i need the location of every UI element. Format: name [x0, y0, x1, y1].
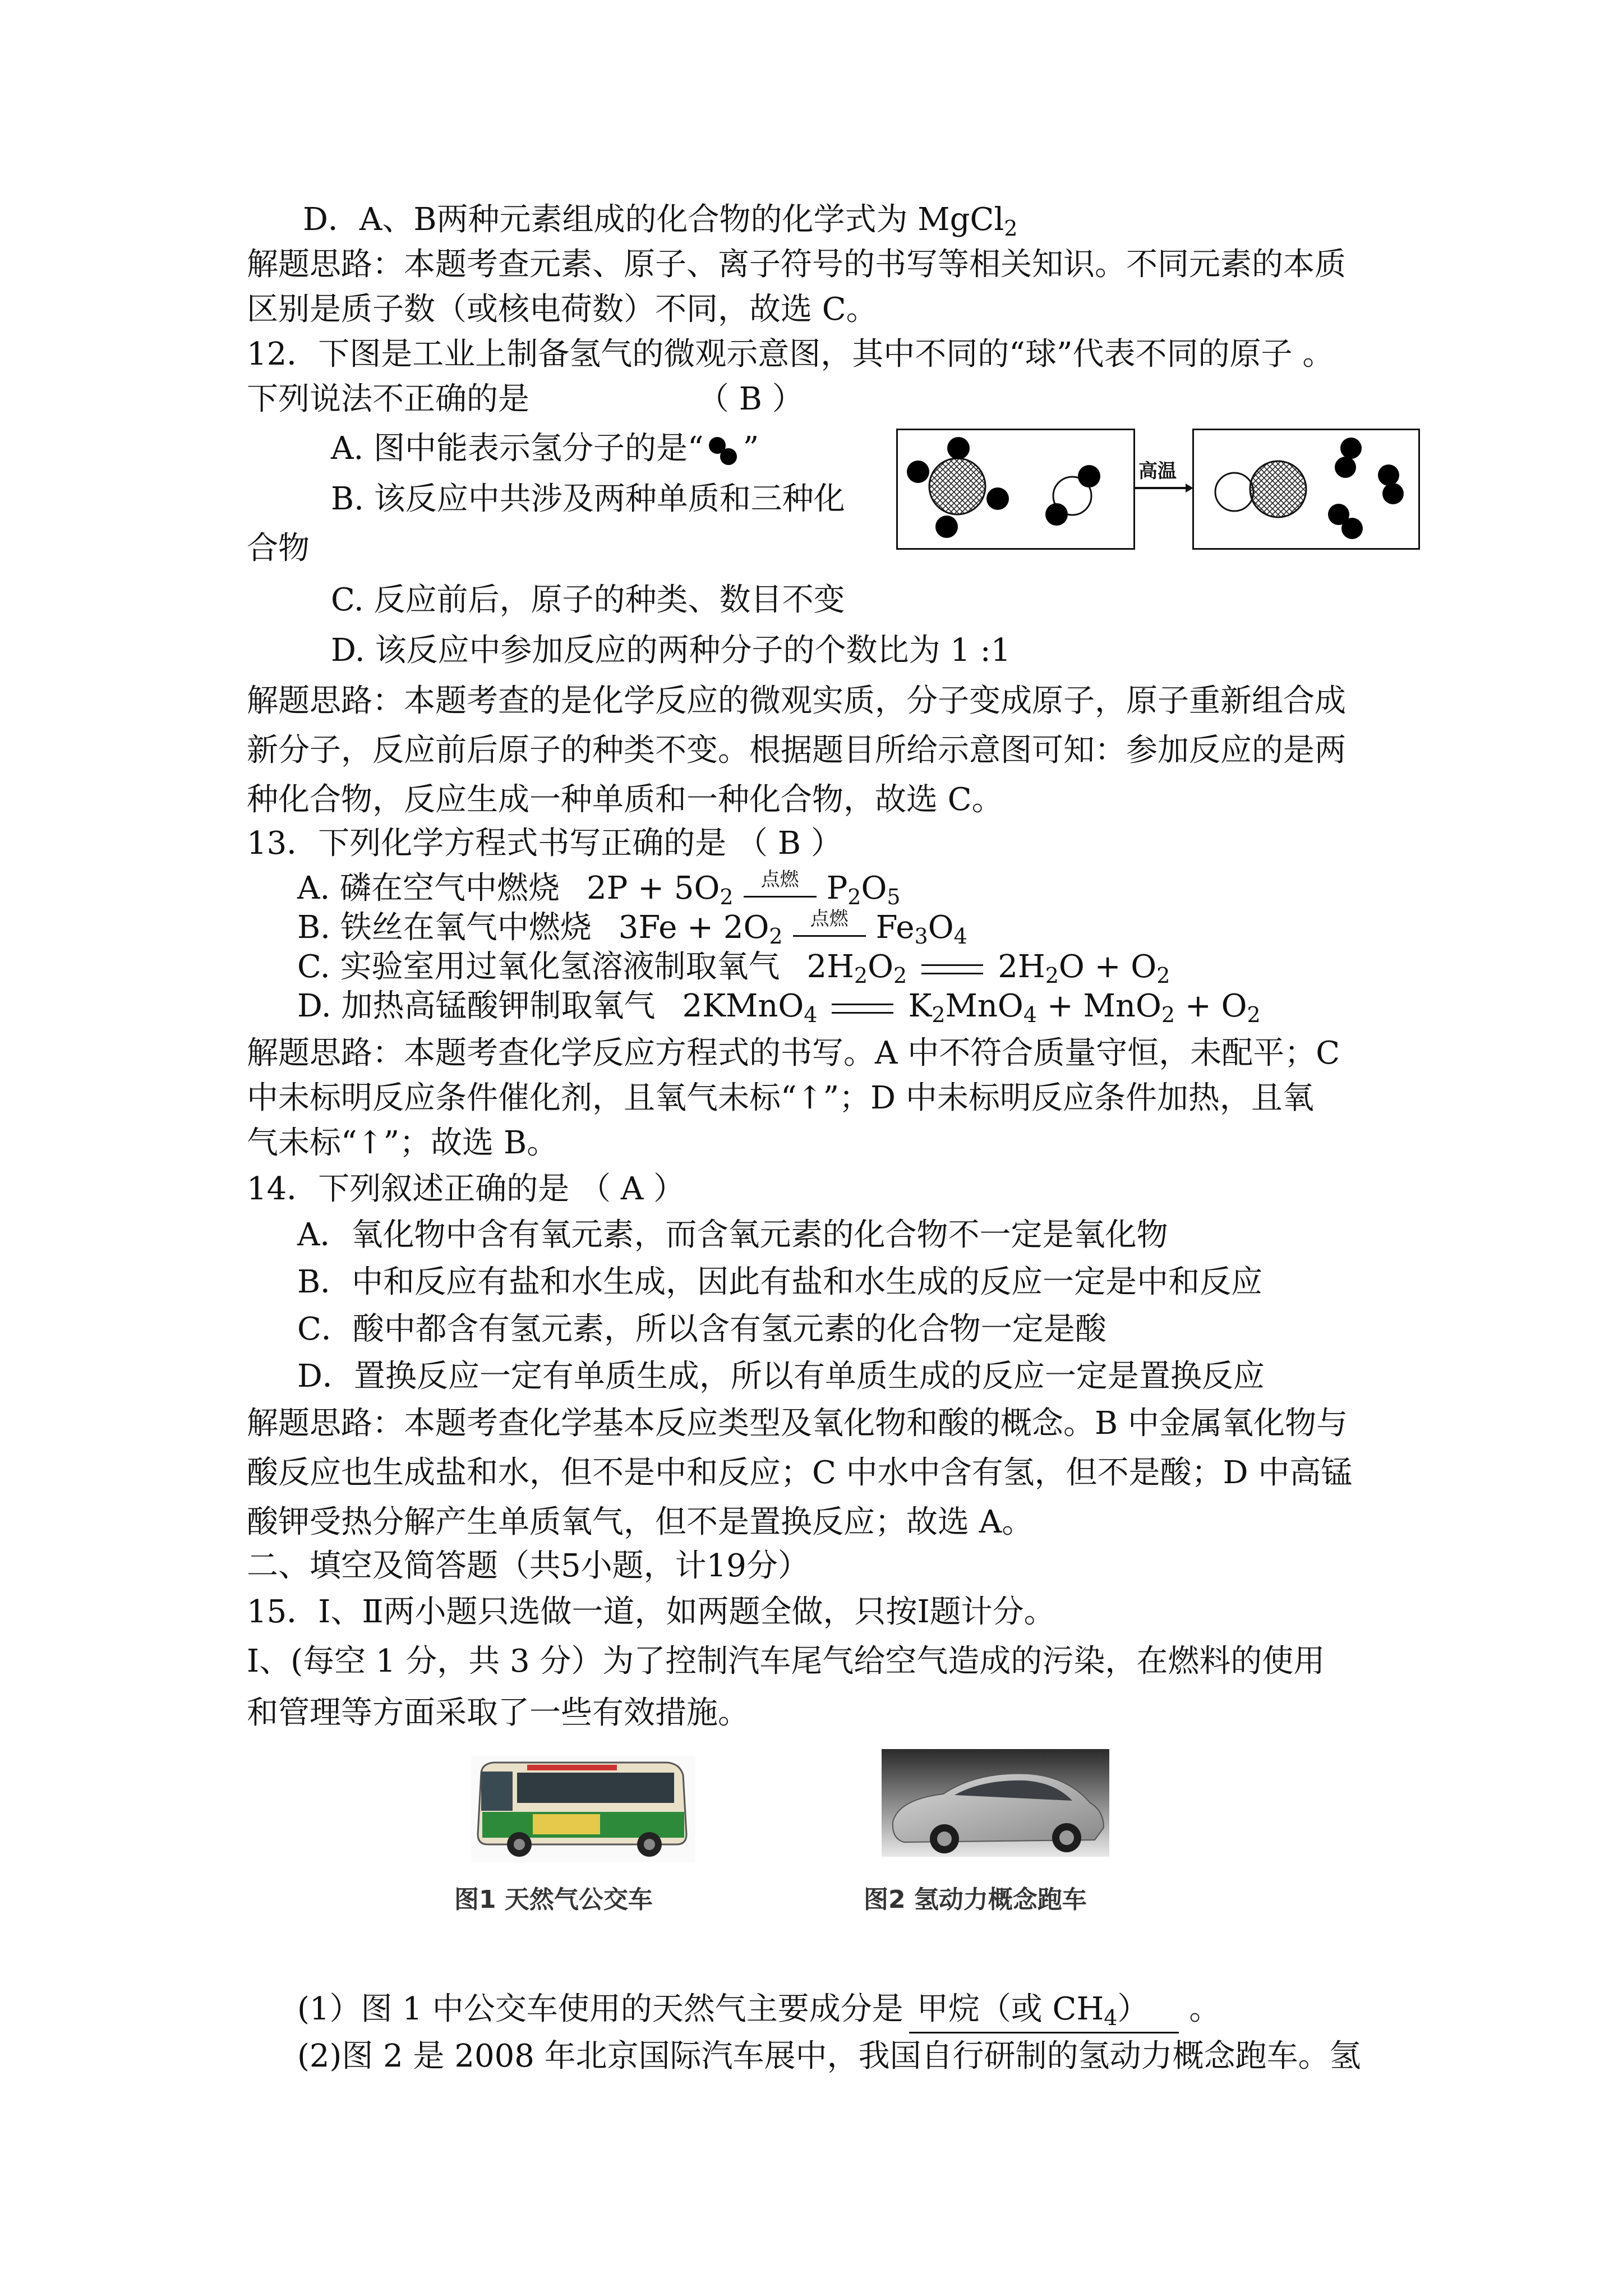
- subscript: 2: [1004, 216, 1018, 241]
- q15-stem: 15．Ⅰ、Ⅱ两小题只选做一道，如两题全做，只按Ⅰ题计分。: [247, 1594, 1055, 1630]
- q14-stem: 14．下列叙述正确的是 （ A ）: [247, 1171, 685, 1207]
- q13-analysis-line: 解题思路：本题考查化学反应方程式的书写。A 中不符合质量守恒，未配平；C: [247, 1035, 1340, 1071]
- condition-label: 点燃: [810, 907, 849, 930]
- bus-illustration: [471, 1756, 695, 1862]
- q13-option-c: C. 实验室用过氧化氢溶液制取氧气 $2H_2O_2$ $2H_2O + O_2$: [297, 949, 1170, 988]
- q14-analysis-line: 解题思路：本题考查化学基本反应类型及氧化物和酸的概念。B 中金属氧化物与: [247, 1405, 1348, 1442]
- q14-analysis-line: 酸钾受热分解产生单质氧气，但不是置换反应；故选 A。: [247, 1504, 1034, 1540]
- condition-arrow: [744, 868, 817, 905]
- car-illustration: [882, 1749, 1109, 1857]
- q15-sub1-answer: [909, 1987, 1179, 2033]
- q11-option-d-text: D．A、B两种元素组成的化合物的化学式为 MgCl: [303, 201, 1004, 238]
- car-image: [882, 1749, 1109, 1857]
- q12-option-a-quote: ”: [743, 430, 759, 467]
- q14-analysis-line: 酸反应也生成盐和水，但不是中和反应；C 中水中含有氢，但不是酸；D 中高锰: [247, 1455, 1353, 1491]
- q13-option-b: B. 铁丝在氧气中燃烧 $3Fe + 2O_2$ 点燃 $Fe_3O_4$: [297, 907, 967, 949]
- q12-option-c: C. 反应前后，原子的种类、数目不变: [331, 582, 845, 618]
- q11-analysis-line: 区别是质子数（或核电荷数）不同，故选 C。: [247, 291, 878, 328]
- q12-option-b: B. 该反应中共涉及两种单质和三种化: [331, 481, 845, 517]
- q15-sub1-period: 。: [1189, 1991, 1221, 2027]
- q11-analysis-line: 解题思路：本题考查元素、原子、离子符号的书写等相关知识。不同元素的本质: [247, 246, 1346, 283]
- equals-sign: [921, 964, 983, 974]
- q12-analysis-line: 新分子，反应前后原子的种类不变。根据题目所给示意图可知：参加反应的是两: [247, 732, 1346, 769]
- q15-sub1: [297, 1987, 1220, 2033]
- q12-analysis-line: 解题思路：本题考查的是化学反应的微观实质，分子变成原子，原子重新组合成: [247, 683, 1346, 719]
- q13-option-a: A. 磷在空气中燃烧 $2P + 5O_2$ 点燃 $P_2O_5$: [297, 868, 901, 909]
- equals-sign: [832, 1004, 893, 1014]
- q12-stem-text: 下列说法不正确的是: [247, 381, 529, 417]
- condition-arrow: [793, 907, 866, 944]
- q12-option-b-cont: 合物: [247, 530, 310, 567]
- hydrogen-molecule-icon: [704, 434, 743, 468]
- answer-text: 甲烷（或 CH: [916, 1991, 1104, 2027]
- answer-close: ）: [1117, 1991, 1149, 2027]
- q13-stem: 13．下列化学方程式书写正确的是 （ B ）: [247, 825, 842, 862]
- reactant-molecules-diagram: [898, 430, 1133, 548]
- q14-option-a: A．氧化物中含有氧元素，而含氧元素的化合物不一定是氧化物: [297, 1217, 1168, 1253]
- section-heading: 二、填空及简答题（共5小题，计19分）: [247, 1548, 809, 1584]
- q13-analysis-line: 中未标明反应条件催化剂，且氧气未标“↑”；D 中未标明反应条件加热，且氧: [247, 1080, 1314, 1116]
- q12-answer: （ B ）: [698, 381, 804, 417]
- q13-option-c-label: C. 实验室用过氧化氢溶液制取氧气: [297, 949, 780, 985]
- reaction-condition: 高温: [1138, 460, 1177, 482]
- figure-1-caption: 图1 天然气公交车: [454, 1885, 653, 1914]
- q13-option-d-label: D. 加热高锰酸钾制取氧气: [297, 988, 656, 1024]
- q12-option-a-text: A. 图中能表示氢分子的是“: [331, 430, 704, 467]
- q15-sub1-text: (1）图 1 中公交车使用的天然气主要成分是: [297, 1991, 903, 2027]
- q14-option-d: D．置换反应一定有单质生成，所以有单质生成的反应一定是置换反应: [297, 1358, 1265, 1395]
- product-molecules-diagram: [1194, 430, 1418, 548]
- q13-analysis-line: 气未标“↑”；故选 B。: [247, 1125, 559, 1161]
- figure-2-caption: 图2 氢动力概念跑车: [864, 1885, 1087, 1914]
- q11-option-d: [303, 197, 1017, 242]
- reactants-box: [896, 429, 1135, 550]
- q15-sub2: (2)图 2 是 2008 年北京国际汽车展中，我国自行研制的氢动力概念跑车。氢: [297, 2038, 1361, 2074]
- q12-option-d: D. 该反应中参加反应的两种分子的个数比为 1 :1: [331, 632, 1011, 669]
- q13-option-a-label: A. 磷在空气中燃烧: [297, 870, 560, 907]
- subscript: 4: [1104, 2005, 1118, 2030]
- q12-stem-line2: [247, 377, 804, 422]
- q15-part1-line: 和管理等方面采取了一些有效措施。: [247, 1695, 749, 1731]
- q14-option-c: C．酸中都含有氢元素，所以含有氢元素的化合物一定是酸: [297, 1311, 1106, 1347]
- q15-part1-line: Ⅰ、(每空 1 分，共 3 分）为了控制汽车尾气给空气造成的污染，在燃料的使用: [247, 1643, 1325, 1680]
- q12-stem: 12．下图是工业上制备氢气的微观示意图，其中不同的“球”代表不同的原子 。: [247, 336, 1334, 372]
- q14-option-b: B．中和反应有盐和水生成，因此有盐和水生成的反应一定是中和反应: [297, 1264, 1263, 1300]
- bus-image: [471, 1756, 695, 1862]
- q12-analysis-line: 种化合物，反应生成一种单质和一种化合物，故选 C。: [247, 781, 1003, 818]
- condition-label: 点燃: [760, 868, 799, 891]
- q12-option-a: [331, 426, 759, 471]
- q13-option-b-label: B. 铁丝在氧气中燃烧: [297, 909, 592, 946]
- q13-option-d: D. 加热高锰酸钾制取氧气 2KMnO$_4$ $K_2MnO_4 + MnO_2 + O_2$: [297, 988, 1261, 1027]
- products-box: [1192, 429, 1420, 550]
